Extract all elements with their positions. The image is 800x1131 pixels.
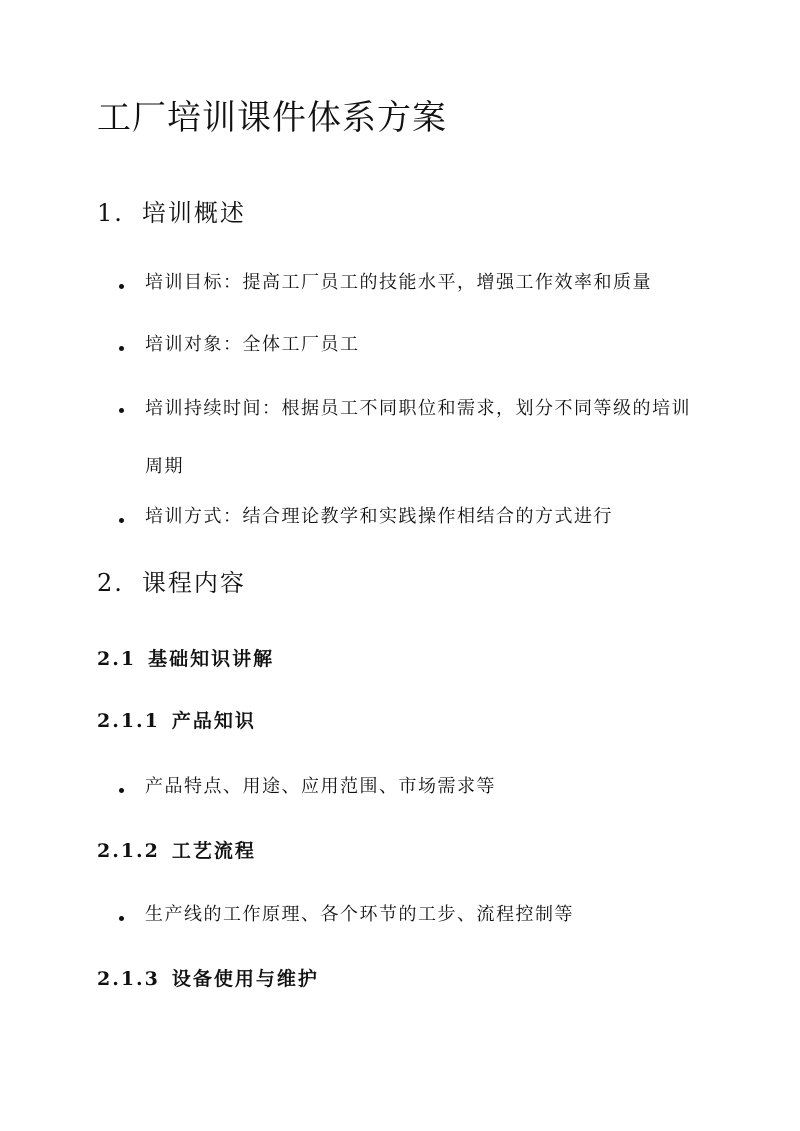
- list-item: 产品特点、用途、应用范围、市场需求等: [145, 776, 496, 797]
- subsection-title: 工艺流程: [171, 840, 256, 862]
- list-item: 培训对象：全体工厂员工: [145, 334, 360, 355]
- bullet-icon: [119, 408, 124, 413]
- subsection-number: 2.1.3: [97, 968, 160, 990]
- list-item: 生产线的工作原理、各个环节的工步、流程控制等: [145, 904, 574, 925]
- subsection-2-1-1-heading: [97, 708, 256, 734]
- bullet-icon: [119, 518, 124, 523]
- document-title: 工厂培训课件体系方案: [97, 98, 447, 138]
- section-number: 2.: [97, 569, 124, 597]
- list-item: 培训方式：结合理论教学和实践操作相结合的方式进行: [145, 506, 613, 527]
- subsection-2-1-2-heading: [97, 838, 256, 864]
- bullet-icon: [119, 284, 124, 289]
- bullet-icon: [119, 346, 124, 351]
- subsection-title: 产品知识: [171, 710, 256, 732]
- subsection-number: 2.1.1: [97, 710, 160, 732]
- bullet-icon: [119, 916, 124, 921]
- section-title: 培训概述: [141, 199, 246, 227]
- section-number: 1.: [97, 199, 124, 227]
- subsection-title: 基础知识讲解: [148, 648, 275, 670]
- bullet-icon: [119, 788, 124, 793]
- section-2-heading: [97, 567, 246, 599]
- section-1-heading: [97, 197, 246, 229]
- subsection-number: 2.1.2: [97, 840, 160, 862]
- subsection-number: 2.1: [97, 648, 137, 670]
- list-item: 培训目标：提高工厂员工的技能水平，增强工作效率和质量: [145, 272, 652, 293]
- section-title: 课程内容: [141, 569, 246, 597]
- subsection-title: 设备使用与维护: [171, 968, 319, 990]
- list-item: 培训持续时间：根据员工不同职位和需求，划分不同等级的培训周期: [145, 398, 691, 477]
- subsection-2-1-3-heading: [97, 966, 319, 992]
- subsection-2-1-heading: [97, 646, 274, 672]
